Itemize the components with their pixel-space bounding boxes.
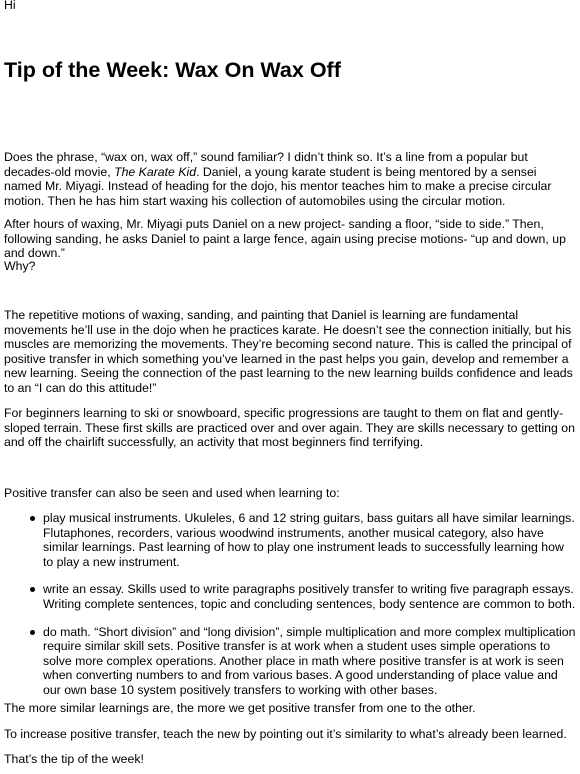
movie-title: The Karate Kid <box>114 164 197 179</box>
list-item-text: play musical instruments. Ukuleles, 6 and 12 string guitars, bass guitars all have similar learnings. Flutaphones, recorders, various woodwind instruments, another musical category, also have similar learnings. Past learning of how to play one instrument leads to successfully learning how to play a new instrument. <box>43 511 575 569</box>
list-item-text: write an essay. Skills used to write paragraphs positively transfer to writing five paragraph essays. Writing complete sentences, topic and concluding sentences, body sentence are common to both. <box>43 582 576 611</box>
paragraph-positive-transfer: The repetitive motions of waxing, sanding, and painting that Daniel is learning are fundamental movements he’ll use in the dojo when he practices karate. He doesn’t see the connection initially, but his muscles are memorizing the movements. They’re becoming second nature. This is called the principal of positive transfer in which something you’ve learned in the past helps you gain, develop and remember a new learning. Seeing the connection of the past learning to the new learning builds confidence and leads to an “I can do this attitude!” <box>4 308 573 395</box>
paragraph-list-intro: Positive transfer can also be seen and used when learning to: <box>4 486 340 500</box>
paragraph-intro <box>4 150 576 208</box>
paragraph-why: Why? <box>4 259 36 273</box>
greeting: Hi <box>4 0 16 12</box>
list-item <box>4 582 576 611</box>
bullet-icon <box>30 587 35 592</box>
bullet-icon <box>30 630 35 635</box>
paragraph-skiing: For beginners learning to ski or snowboard, specific progressions are taught to them on flat and gently-sloped terrain. These first skills are practiced over and over again. They are skills necessary to getting on and off the chairlift successfully, an activity that most beginners find terrifying. <box>4 406 575 450</box>
paragraph-increase-transfer: To increase positive transfer, teach the new by pointing out it’s similarity to what’s already been learned. <box>4 727 567 741</box>
list-item-text: do math. “Short division” and “long division”, simple multiplication and more complex multiplication require similar skill sets. Positive transfer is at work when a student uses simple operations to solve more complex operations. Another place in math where positive transfer is at work is seen when converting numbers to and from various bases. A good understanding of place value and our own base 10 system positively transfers to working with other bases. <box>43 624 576 697</box>
paragraph-closing: That’s the tip of the week! <box>4 752 144 766</box>
paragraph-intro-text-1: Does the phrase, “wax on, wax off,” sound familiar? I didn’t think so. It’s a line from a popular but decades-old movie, <box>4 150 528 179</box>
bullet-icon <box>30 516 35 521</box>
paragraph-intro-text-2: . Daniel, a young karate student is being mentored by a sensei named Mr. Miyagi. Instead of heading for the dojo, his mentor teaches him to make a precise circular motion. Then he has him start waxing his collection of automobiles using the circular motion. <box>4 164 552 208</box>
paragraph-similar-learnings: The more similar learnings are, the more we get positive transfer from one to the other. <box>4 701 476 715</box>
paragraph-sanding: After hours of waxing, Mr. Miyagi puts Daniel on a new project- sanding a floor, “side to side.” Then, following sanding, he asks Daniel to paint a large fence, again using precise motions- “up and down, up and down.” <box>4 217 566 261</box>
bullet-list <box>4 511 576 711</box>
list-item <box>4 625 576 698</box>
list-item <box>4 511 576 569</box>
page-title: Tip of the Week: Wax On Wax Off <box>4 58 341 82</box>
